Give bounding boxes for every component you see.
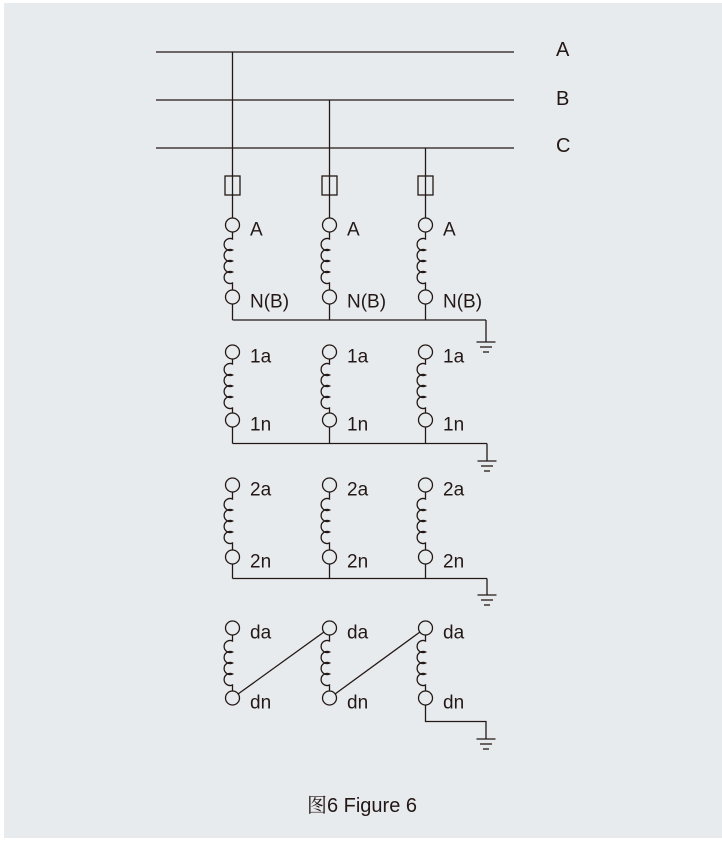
- terminal-label: 1a: [443, 346, 465, 368]
- terminal-label: da: [347, 622, 369, 644]
- bus-label-a: A: [556, 39, 570, 61]
- terminal-label: 2a: [347, 479, 369, 501]
- terminal-label: 1n: [250, 414, 272, 436]
- terminal-label: N(B): [250, 291, 290, 313]
- terminal-label: dn: [347, 692, 369, 714]
- terminal-label: dn: [250, 692, 272, 714]
- terminal-label: 1n: [443, 414, 465, 436]
- bus-label-c: C: [556, 135, 571, 157]
- terminal-label: 2n: [347, 551, 369, 573]
- terminal-label: 1a: [347, 346, 369, 368]
- terminal-label: N(B): [347, 291, 387, 313]
- terminal-label: 2n: [250, 551, 272, 573]
- terminal-label: 2a: [250, 479, 272, 501]
- terminal-label: dn: [443, 692, 465, 714]
- terminal-label: A: [347, 219, 360, 241]
- figure-caption: 图6 Figure 6: [306, 795, 418, 817]
- terminal-label: 1a: [250, 346, 272, 368]
- terminal-label: 1n: [347, 414, 369, 436]
- terminal-label: da: [443, 622, 465, 644]
- terminal-label: N(B): [443, 291, 483, 313]
- terminal-label: A: [443, 219, 456, 241]
- terminal-label: 2a: [443, 479, 465, 501]
- terminal-label: A: [250, 219, 263, 241]
- bus-label-b: B: [556, 88, 570, 110]
- terminal-label: da: [250, 622, 272, 644]
- terminal-label: 2n: [443, 551, 465, 573]
